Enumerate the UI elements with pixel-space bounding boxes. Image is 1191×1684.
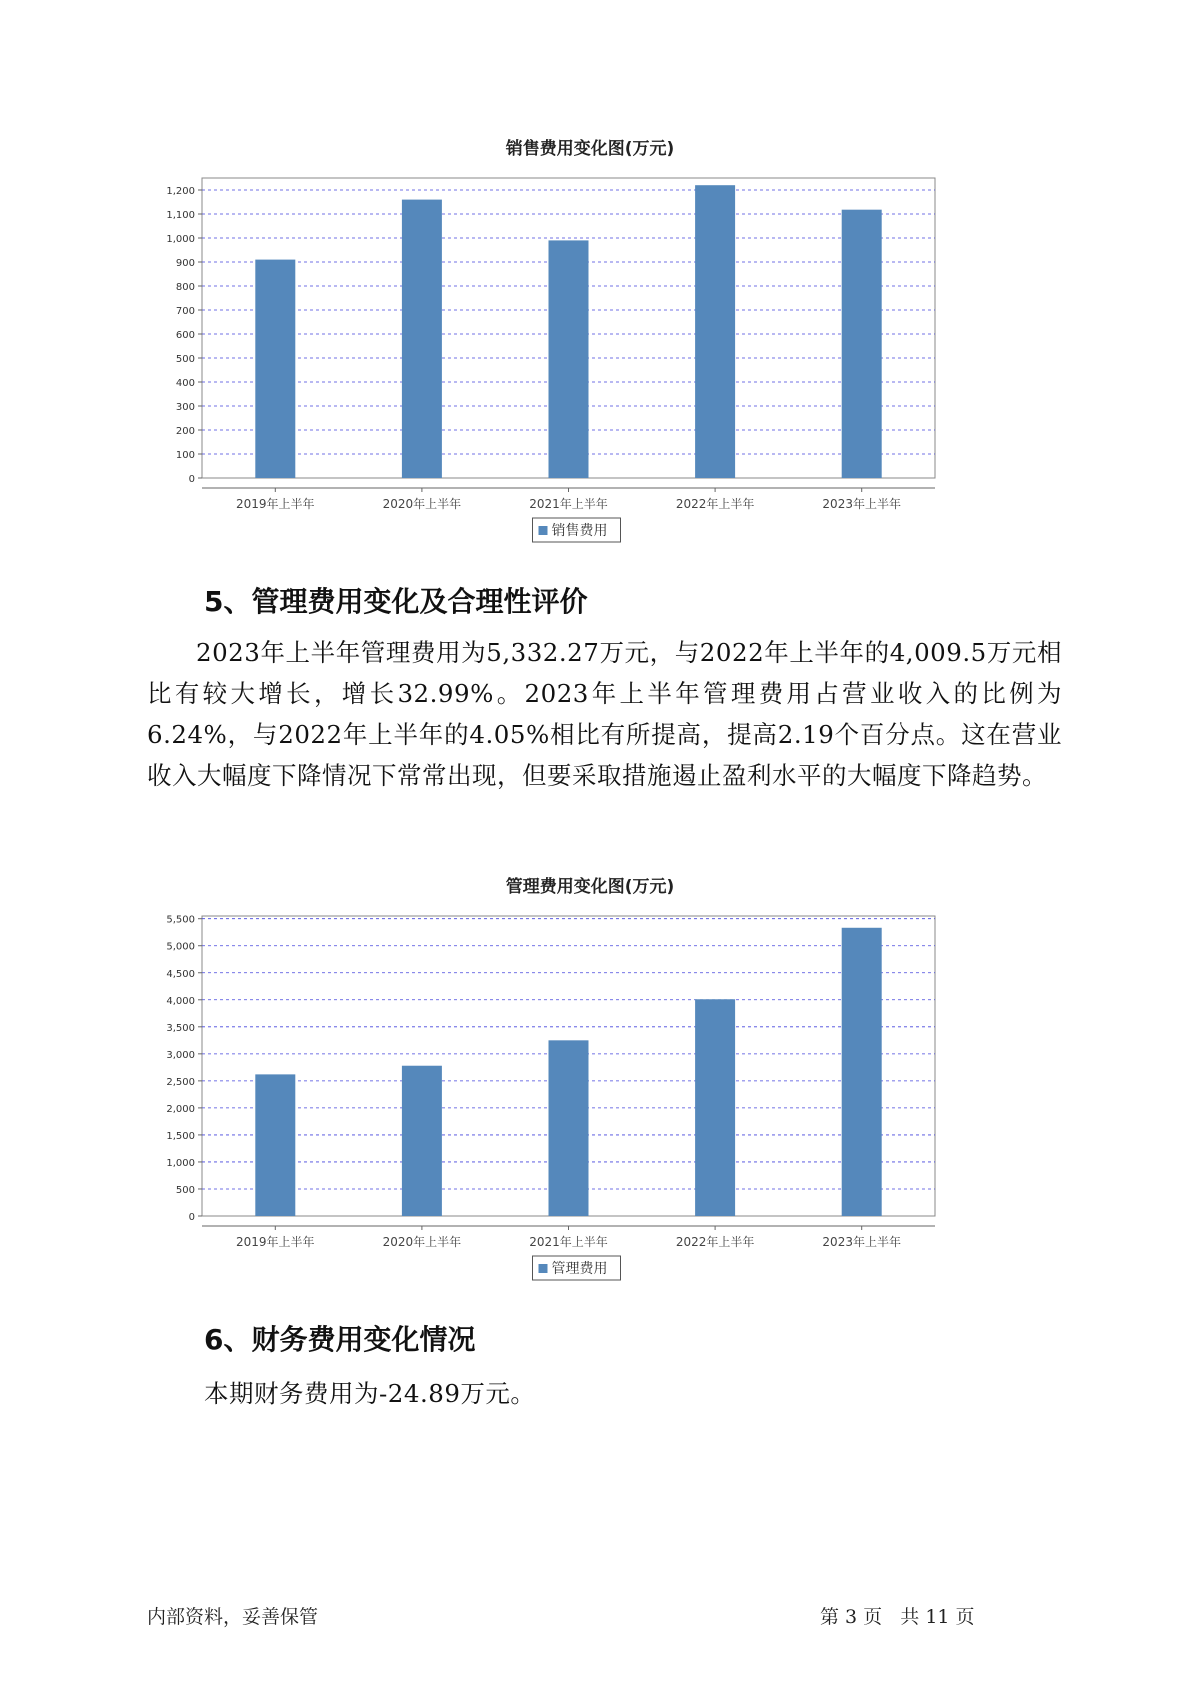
x-tick-label: 2019年上半年 <box>236 497 315 511</box>
bar <box>255 260 295 478</box>
bar <box>402 1066 442 1216</box>
legend-label: 销售费用 <box>551 523 608 539</box>
x-tick-label: 2022年上半年 <box>675 1235 755 1249</box>
footer-page-number: 第 3 页 共 11 页 <box>820 1606 975 1628</box>
x-tick-label: 2020年上半年 <box>382 497 462 511</box>
y-tick-label: 500 <box>175 1184 195 1196</box>
section5-paragraph: 2023年上半年管理费用为5,332.27万元，与2022年上半年的4,009.5万元相比有较大增长，增长32.99%。2023年上半年管理费用占营业收入的比例为6.24%，与2022年上半年的4.05%相比有所提高，提高2.19个百分点。这在营业收入大幅度下降情况下常常出现，但要采取措施遏止盈利水平的大幅度下降趋势。 <box>147 638 1062 790</box>
y-tick-label: 1,100 <box>166 210 195 221</box>
x-tick-label: 2023年上半年 <box>822 497 901 511</box>
bar <box>549 1040 589 1216</box>
section6-heading: 6、财务费用变化情况 <box>204 1323 476 1356</box>
sales-expense-chart <box>150 130 1030 550</box>
bar <box>842 928 882 1216</box>
y-tick-label: 300 <box>175 402 195 413</box>
y-tick-label: 1,200 <box>166 186 195 197</box>
chart-title: 销售费用变化图(万元) <box>505 139 675 159</box>
y-tick-label: 1,000 <box>166 1157 195 1169</box>
y-tick-label: 3,000 <box>166 1049 195 1061</box>
admin-expense-chart <box>150 868 1030 1288</box>
y-tick-label: 4,000 <box>166 995 195 1007</box>
y-tick-label: 2,500 <box>166 1076 195 1088</box>
y-tick-label: 200 <box>175 426 195 437</box>
bar <box>842 210 882 478</box>
x-tick-label: 2022年上半年 <box>675 497 755 511</box>
y-tick-label: 5,000 <box>166 941 195 953</box>
legend-swatch <box>539 1264 548 1273</box>
y-tick-label: 500 <box>175 354 195 365</box>
section6-paragraph: 本期财务费用为-24.89万元。 <box>204 1379 536 1408</box>
y-tick-label: 5,500 <box>166 914 195 926</box>
bar <box>695 185 735 478</box>
legend-swatch <box>539 526 548 535</box>
chart-title: 管理费用变化图(万元) <box>505 877 675 897</box>
section5-heading: 5、管理费用变化及合理性评价 <box>204 585 588 618</box>
legend <box>533 1256 621 1280</box>
footer-left: 内部资料，妥善保管 <box>147 1606 319 1628</box>
x-tick-label: 2019年上半年 <box>236 1235 315 1249</box>
y-tick-label: 600 <box>175 330 195 341</box>
y-tick-label: 1,500 <box>166 1130 195 1142</box>
y-tick-label: 2,000 <box>166 1103 195 1115</box>
legend-label: 管理费用 <box>551 1261 608 1277</box>
x-tick-label: 2021年上半年 <box>529 497 608 511</box>
x-tick-label: 2021年上半年 <box>529 1235 608 1249</box>
y-tick-label: 400 <box>175 378 195 389</box>
bar <box>255 1074 295 1216</box>
bar <box>549 240 589 478</box>
x-tick-label: 2020年上半年 <box>382 1235 462 1249</box>
bar <box>695 999 735 1216</box>
y-tick-label: 4,500 <box>166 968 195 980</box>
sales-expense-chart-svg <box>150 130 1030 550</box>
y-tick-label: 0 <box>188 474 195 485</box>
y-tick-label: 800 <box>175 282 195 293</box>
x-tick-label: 2023年上半年 <box>822 1235 901 1249</box>
y-tick-label: 1,000 <box>166 234 195 245</box>
y-tick-label: 3,500 <box>166 1022 195 1034</box>
y-tick-label: 0 <box>188 1212 195 1223</box>
y-tick-label: 900 <box>175 258 195 269</box>
legend <box>533 518 621 542</box>
bar <box>402 200 442 478</box>
admin-expense-chart-svg <box>150 868 1030 1288</box>
y-tick-label: 700 <box>175 306 195 317</box>
y-tick-label: 100 <box>175 450 195 461</box>
